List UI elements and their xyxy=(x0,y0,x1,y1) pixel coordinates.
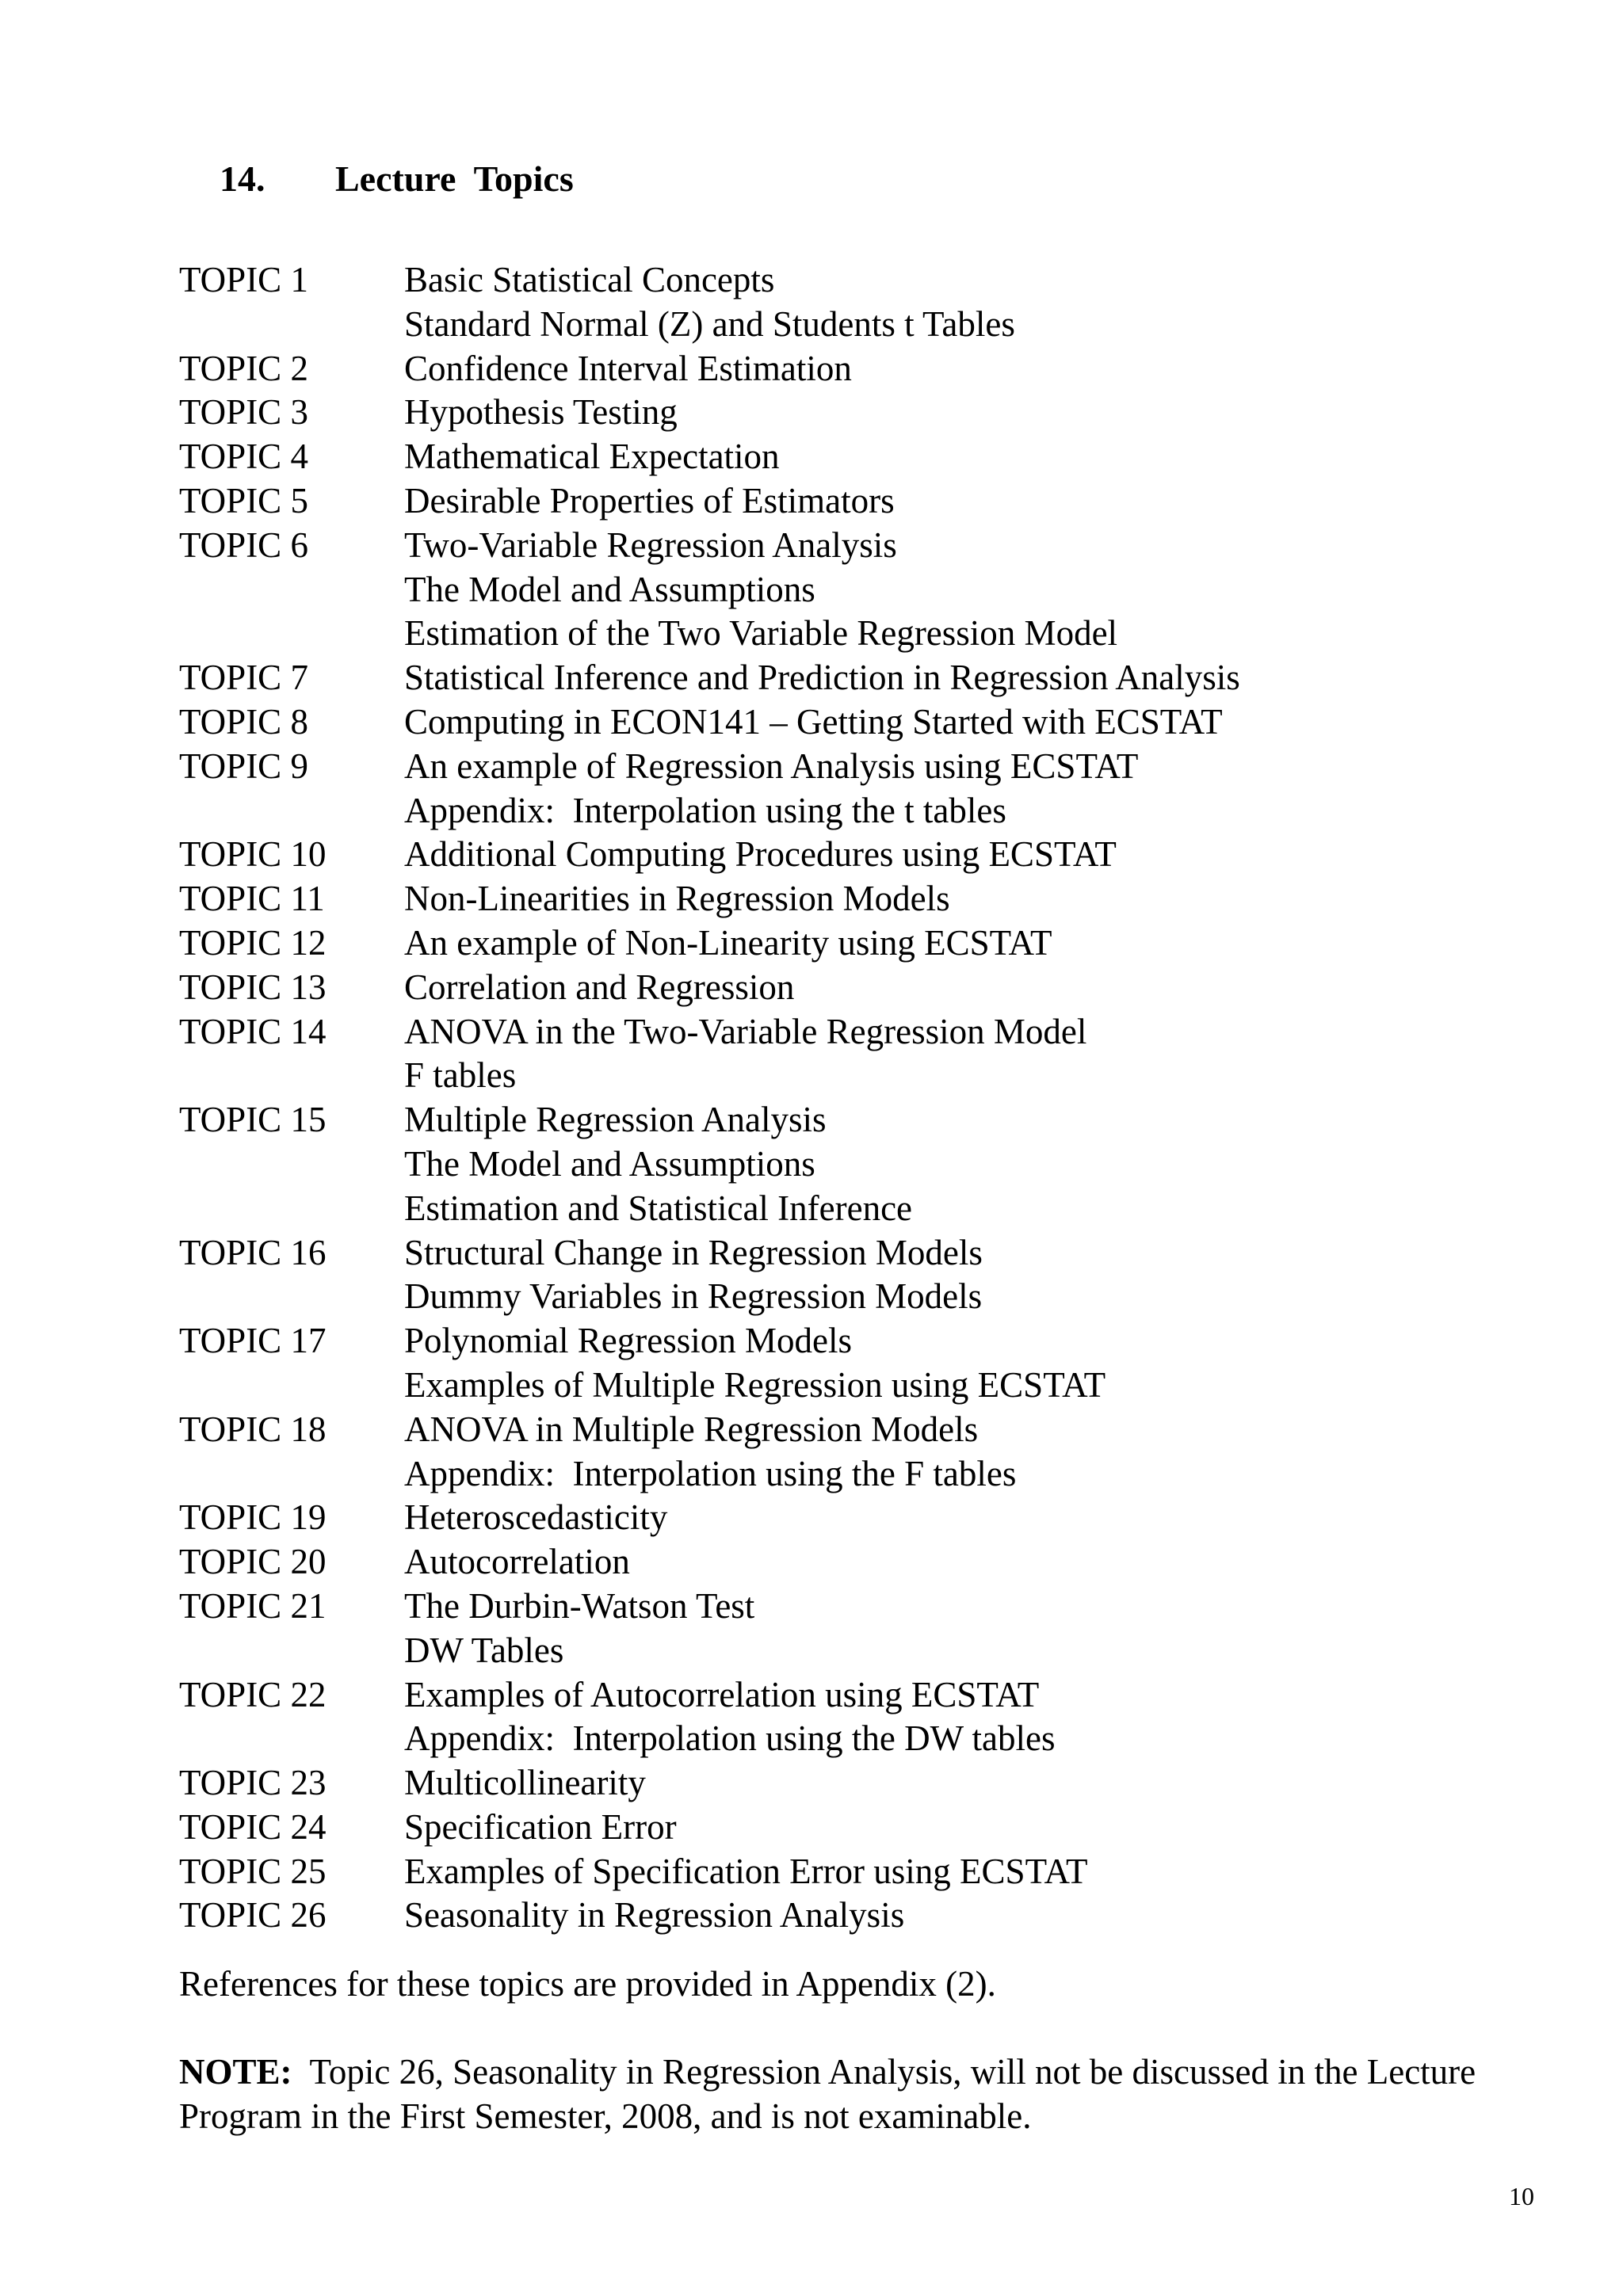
topic-code: TOPIC 10 xyxy=(179,834,327,875)
topic-row xyxy=(179,479,1526,524)
topic-row xyxy=(179,1319,1526,1363)
topic-code: TOPIC 13 xyxy=(179,967,327,1007)
topic-code: TOPIC 21 xyxy=(179,1585,327,1626)
topic-title: Desirable Properties of Estimators xyxy=(404,480,895,521)
topic-row xyxy=(179,391,1526,435)
topic-list xyxy=(179,258,1526,1938)
topic-title: Two-Variable Regression Analysis xyxy=(404,524,897,565)
topic-title: Standard Normal (Z) and Students t Tables xyxy=(404,303,1015,344)
topic-title: F tables xyxy=(404,1055,517,1096)
topic-title: The Durbin-Watson Test xyxy=(404,1585,755,1626)
topic-code: TOPIC 23 xyxy=(179,1763,327,1803)
topic-title: Examples of Autocorrelation using ECSTAT xyxy=(404,1674,1040,1714)
topic-row xyxy=(179,745,1526,789)
topic-code: TOPIC 22 xyxy=(179,1674,327,1714)
topic-code: TOPIC 7 xyxy=(179,658,308,698)
topic-title: Multicollinearity xyxy=(404,1763,646,1803)
topic-row xyxy=(179,1673,1526,1718)
topic-title: The Model and Assumptions xyxy=(404,1143,815,1184)
topic-row xyxy=(179,1408,1526,1452)
topic-row xyxy=(179,1363,1526,1408)
topic-row xyxy=(179,347,1526,391)
topic-code: TOPIC 26 xyxy=(179,1895,327,1936)
topic-row xyxy=(179,1894,1526,1938)
topic-title: Multiple Regression Analysis xyxy=(404,1100,827,1140)
note-label: NOTE: xyxy=(179,2052,292,2092)
topic-code: TOPIC 19 xyxy=(179,1497,327,1538)
topic-title: Examples of Specification Error using ECSTAT xyxy=(404,1851,1088,1891)
topic-row xyxy=(179,1496,1526,1540)
topic-title: The Model and Assumptions xyxy=(404,569,815,609)
topic-title: Statistical Inference and Prediction in Regression Analysis xyxy=(404,658,1240,698)
topic-row xyxy=(179,303,1526,347)
section-number: 14. xyxy=(220,158,265,199)
topic-title: Estimation and Statistical Inference xyxy=(404,1188,913,1228)
section-title: Lecture Topics xyxy=(335,158,574,199)
topic-row xyxy=(179,1452,1526,1497)
topic-code: TOPIC 17 xyxy=(179,1321,327,1361)
topic-code: TOPIC 14 xyxy=(179,1011,327,1051)
topic-title: Additional Computing Procedures using ECSTAT xyxy=(404,834,1117,875)
topic-row xyxy=(179,700,1526,745)
topic-code: TOPIC 16 xyxy=(179,1232,327,1272)
topic-title: Autocorrelation xyxy=(404,1542,630,1582)
topic-row xyxy=(179,789,1526,833)
topic-row xyxy=(179,1629,1526,1673)
topic-title: Estimation of the Two Variable Regression Model xyxy=(404,613,1118,654)
topic-title: ANOVA in the Two-Variable Regression Model xyxy=(404,1011,1087,1051)
topic-code: TOPIC 5 xyxy=(179,480,308,521)
topic-title: Computing in ECON141 – Getting Started with ECSTAT xyxy=(404,701,1223,742)
topic-row xyxy=(179,966,1526,1010)
topic-code: TOPIC 3 xyxy=(179,392,308,433)
topic-code: TOPIC 9 xyxy=(179,746,308,786)
topic-row xyxy=(179,1761,1526,1806)
topic-code: TOPIC 8 xyxy=(179,701,308,742)
topic-title: Examples of Multiple Regression using ECSTAT xyxy=(404,1364,1106,1405)
topic-row xyxy=(179,1850,1526,1894)
note-paragraph xyxy=(179,2050,1526,2138)
topic-code: TOPIC 6 xyxy=(179,524,308,565)
topic-title: Heteroscedasticity xyxy=(404,1497,668,1538)
topic-row xyxy=(179,258,1526,303)
topic-row xyxy=(179,435,1526,479)
topic-code: TOPIC 2 xyxy=(179,348,308,388)
topic-title: Non-Linearities in Regression Models xyxy=(404,879,950,919)
references-text: References for these topics are provided in Appendix (2). xyxy=(179,1964,996,2004)
topic-row xyxy=(179,1010,1526,1055)
topic-title: ANOVA in Multiple Regression Models xyxy=(404,1409,979,1449)
topic-row xyxy=(179,921,1526,966)
topic-row xyxy=(179,612,1526,656)
section-heading xyxy=(220,157,574,201)
topic-title: Polynomial Regression Models xyxy=(404,1321,852,1361)
topic-title: An example of Non-Linearity using ECSTAT xyxy=(404,922,1052,963)
topic-code: TOPIC 24 xyxy=(179,1806,327,1847)
topic-code: TOPIC 20 xyxy=(179,1542,327,1582)
topic-title: Mathematical Expectation xyxy=(404,437,780,477)
topic-title: Dummy Variables in Regression Models xyxy=(404,1276,983,1317)
topic-code: TOPIC 18 xyxy=(179,1409,327,1449)
topic-row xyxy=(179,568,1526,612)
topic-row xyxy=(179,1540,1526,1585)
topic-title: Correlation and Regression xyxy=(404,967,795,1007)
topic-row xyxy=(179,1054,1526,1098)
note-text: Topic 26, Seasonality in Regression Analysis, will not be discussed in the Lecture Program in the First Semester, 2008, and is not examinable. xyxy=(179,2052,1476,2136)
topic-row xyxy=(179,1231,1526,1276)
topic-row xyxy=(179,1585,1526,1629)
topic-row xyxy=(179,877,1526,921)
topic-code: TOPIC 4 xyxy=(179,437,308,477)
topic-title: Appendix: Interpolation using the F tables xyxy=(404,1453,1017,1493)
topic-title: Hypothesis Testing xyxy=(404,392,678,433)
topic-code: TOPIC 1 xyxy=(179,260,308,299)
topic-title: Appendix: Interpolation using the t tables xyxy=(404,790,1006,830)
topic-code: TOPIC 11 xyxy=(179,879,325,919)
topic-title: Structural Change in Regression Models xyxy=(404,1232,983,1272)
topic-code: TOPIC 25 xyxy=(179,1851,327,1891)
topic-title: Appendix: Interpolation using the DW tables xyxy=(404,1718,1056,1759)
topic-title: Basic Statistical Concepts xyxy=(404,260,775,299)
topic-row xyxy=(179,656,1526,700)
topic-code: TOPIC 15 xyxy=(179,1100,327,1140)
topic-row xyxy=(179,1187,1526,1231)
page-number: 10 xyxy=(1509,2182,1534,2210)
topic-title: Specification Error xyxy=(404,1806,677,1847)
topic-row xyxy=(179,1717,1526,1761)
topic-title: Seasonality in Regression Analysis xyxy=(404,1895,905,1936)
topic-title: An example of Regression Analysis using ECSTAT xyxy=(404,746,1139,786)
topic-row xyxy=(179,833,1526,877)
topic-row xyxy=(179,1098,1526,1142)
topic-title: Confidence Interval Estimation xyxy=(404,348,852,388)
topic-row xyxy=(179,1806,1526,1850)
topic-row xyxy=(179,1142,1526,1187)
topic-code: TOPIC 12 xyxy=(179,922,327,963)
topic-title: DW Tables xyxy=(404,1630,564,1670)
topic-row xyxy=(179,524,1526,568)
topic-row xyxy=(179,1275,1526,1319)
